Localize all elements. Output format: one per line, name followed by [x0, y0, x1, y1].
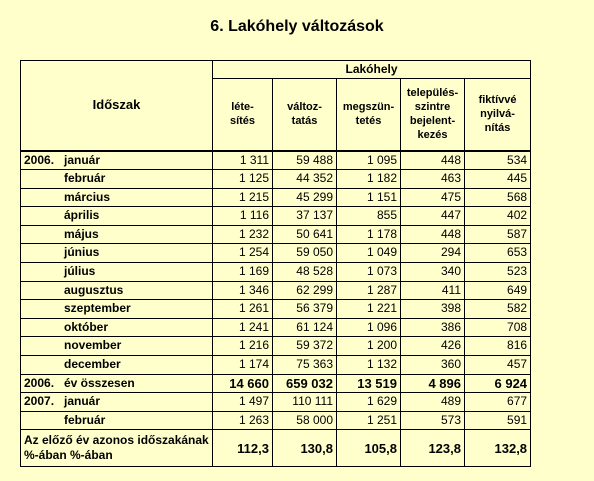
row-period: augusztus [64, 282, 124, 297]
cell-value: 591 [465, 411, 531, 430]
cell-value: 489 [401, 393, 465, 412]
cell-value: 1 125 [213, 170, 273, 189]
row-label [21, 225, 213, 244]
cell-value: 708 [465, 318, 531, 337]
cell-value: 294 [401, 244, 465, 263]
row-period: január [64, 152, 101, 167]
comparison-value: 105,8 [337, 430, 401, 467]
table-row [21, 318, 531, 337]
cell-value: 457 [465, 356, 531, 375]
cell-value: 587 [465, 225, 531, 244]
cell-value: 58 000 [273, 411, 337, 430]
row-label [21, 263, 213, 282]
table-row [21, 244, 531, 263]
cell-value: 1 221 [337, 300, 401, 319]
column-header-line: fiktívvé [478, 94, 517, 107]
row-year: 2007. [24, 394, 55, 409]
cell-value: 445 [465, 170, 531, 189]
cell-value: 582 [465, 300, 531, 319]
cell-value: 37 137 [273, 207, 337, 226]
cell-value: 1 178 [337, 225, 401, 244]
group-header: Lakóhely [213, 61, 531, 79]
column-header-line: sítés [229, 115, 256, 128]
cell-value: 677 [465, 393, 531, 412]
cell-value: 44 352 [273, 170, 337, 189]
column-header-line: tatás [291, 115, 318, 128]
cell-value: 1 497 [213, 393, 273, 412]
row-period: február [64, 171, 106, 186]
cell-value: 1 263 [213, 411, 273, 430]
cell-value: 1 049 [337, 244, 401, 263]
cell-value: 45 299 [273, 188, 337, 207]
cell-value: 1 629 [337, 393, 401, 412]
cell-value: 4 896 [401, 374, 465, 393]
column-header-line: léte- [231, 101, 254, 114]
column-header-line: tetés [355, 115, 382, 128]
row-label [21, 393, 213, 412]
table-row [21, 337, 531, 356]
cell-value: 13 519 [337, 374, 401, 393]
comparison-value: 130,8 [273, 430, 337, 467]
comparison-value: 132,8 [465, 430, 531, 467]
cell-value: 1 261 [213, 300, 273, 319]
row-period: június [64, 245, 100, 260]
cell-value: 1 311 [213, 151, 273, 170]
table-row [21, 188, 531, 207]
row-label [21, 411, 213, 430]
row-label [21, 374, 213, 393]
comparison-value: 123,8 [401, 430, 465, 467]
cell-value: 659 032 [273, 374, 337, 393]
table-row [21, 356, 531, 375]
cell-value: 62 299 [273, 281, 337, 300]
row-period: november [64, 338, 122, 353]
table-row [21, 207, 531, 226]
cell-value: 649 [465, 281, 531, 300]
table-row [21, 393, 531, 412]
cell-value: 61 124 [273, 318, 337, 337]
cell-value: 50 641 [273, 225, 337, 244]
cell-value: 447 [401, 207, 465, 226]
page-title: 6. Lakóhely változások [210, 18, 384, 35]
cell-value: 816 [465, 337, 531, 356]
cell-value: 448 [401, 225, 465, 244]
cell-value: 14 660 [213, 374, 273, 393]
cell-value: 48 528 [273, 263, 337, 282]
row-period: február [64, 412, 106, 427]
cell-value: 75 363 [273, 356, 337, 375]
column-header [273, 79, 337, 151]
row-label [21, 170, 213, 189]
row-period: május [64, 226, 99, 241]
row-label [21, 151, 213, 170]
cell-value: 1 073 [337, 263, 401, 282]
cell-value: 386 [401, 318, 465, 337]
cell-value: 1 116 [213, 207, 273, 226]
table-row [21, 374, 531, 393]
row-label [21, 356, 213, 375]
cell-value: 1 216 [213, 337, 273, 356]
column-header-line: kezés [417, 129, 448, 142]
cell-value: 1 241 [213, 318, 273, 337]
column-header-line: nítás [484, 122, 511, 135]
cell-value: 1 200 [337, 337, 401, 356]
cell-value: 110 111 [273, 393, 337, 412]
comparison-label: Az előző év azonos időszakának %-ában %-ában [21, 430, 213, 467]
column-header-line: megszün- [342, 101, 395, 114]
cell-value: 59 372 [273, 337, 337, 356]
cell-value: 1 095 [337, 151, 401, 170]
cell-value: 1 169 [213, 263, 273, 282]
comparison-value: 112,3 [213, 430, 273, 467]
lakohely-table [20, 60, 531, 467]
table-row [21, 281, 531, 300]
row-period: január [64, 394, 101, 409]
column-header [337, 79, 401, 151]
column-header [401, 79, 465, 151]
row-year: 2006. [24, 152, 55, 167]
cell-value: 360 [401, 356, 465, 375]
comparison-row [21, 430, 531, 467]
row-period: július [64, 264, 96, 279]
cell-value: 1 251 [337, 411, 401, 430]
cell-value: 426 [401, 337, 465, 356]
cell-value: 402 [465, 207, 531, 226]
row-period: április [64, 208, 100, 223]
cell-value: 573 [401, 411, 465, 430]
cell-value: 568 [465, 188, 531, 207]
cell-value: 523 [465, 263, 531, 282]
period-column-header: Időszak [21, 61, 213, 151]
column-header-line: változ- [287, 101, 322, 114]
cell-value: 1 254 [213, 244, 273, 263]
cell-value: 59 488 [273, 151, 337, 170]
row-period: október [64, 319, 109, 334]
cell-value: 398 [401, 300, 465, 319]
row-year: 2006. [24, 375, 55, 390]
table-row [21, 151, 531, 170]
cell-value: 448 [401, 151, 465, 170]
table-row [21, 170, 531, 189]
table-row [21, 263, 531, 282]
row-period: év összesen [64, 375, 135, 390]
table-row [21, 225, 531, 244]
cell-value: 1 174 [213, 356, 273, 375]
column-header [465, 79, 531, 151]
cell-value: 653 [465, 244, 531, 263]
cell-value: 855 [337, 207, 401, 226]
cell-value: 1 151 [337, 188, 401, 207]
cell-value: 1 182 [337, 170, 401, 189]
row-label [21, 300, 213, 319]
cell-value: 1 215 [213, 188, 273, 207]
cell-value: 411 [401, 281, 465, 300]
cell-value: 1 132 [337, 356, 401, 375]
row-label [21, 188, 213, 207]
column-header-line: szintre [414, 101, 451, 114]
row-label [21, 337, 213, 356]
cell-value: 475 [401, 188, 465, 207]
cell-value: 1 232 [213, 225, 273, 244]
cell-value: 1 287 [337, 281, 401, 300]
row-period: március [64, 189, 111, 204]
cell-value: 56 379 [273, 300, 337, 319]
cell-value: 1 346 [213, 281, 273, 300]
cell-value: 463 [401, 170, 465, 189]
table-row [21, 411, 531, 430]
row-period: szeptember [64, 301, 131, 316]
column-header-line: nyilvá- [480, 108, 515, 121]
column-header-line: bejelent- [409, 115, 456, 128]
cell-value: 6 924 [465, 374, 531, 393]
row-label [21, 281, 213, 300]
cell-value: 59 050 [273, 244, 337, 263]
row-label [21, 318, 213, 337]
row-label [21, 244, 213, 263]
cell-value: 340 [401, 263, 465, 282]
table-row [21, 300, 531, 319]
cell-value: 534 [465, 151, 531, 170]
row-period: december [64, 357, 121, 372]
cell-value: 1 096 [337, 318, 401, 337]
column-header-line: település- [406, 87, 459, 100]
column-header [213, 79, 273, 151]
row-label [21, 207, 213, 226]
